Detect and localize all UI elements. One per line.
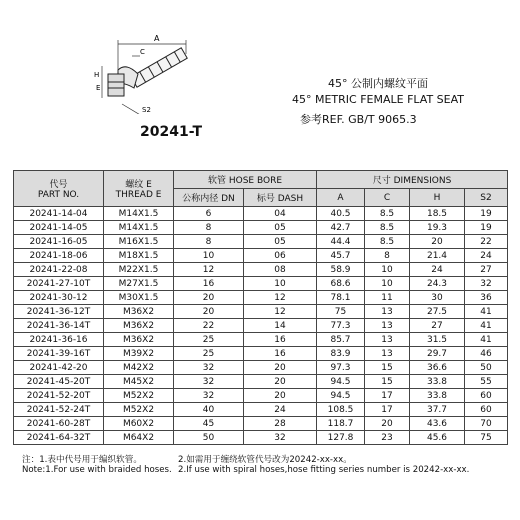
table-cell: 25: [174, 347, 244, 361]
table-row: [14, 249, 508, 263]
table-cell: M45X2: [104, 375, 174, 389]
table-cell: 60: [465, 389, 508, 403]
header-dn: 公称内径 DN: [174, 189, 244, 207]
table-cell: M16X1.5: [104, 235, 174, 249]
table-cell: 40.5: [317, 207, 365, 221]
header-a: A: [317, 189, 365, 207]
table-cell: 12: [174, 263, 244, 277]
table-cell: M27X1.5: [104, 277, 174, 291]
dim-s2-label: S2: [142, 106, 151, 114]
header-hose-bore: 软管 HOSE BORE: [174, 171, 317, 189]
table-cell: 05: [244, 235, 317, 249]
table-cell: 45.6: [410, 431, 465, 445]
table-row: [14, 403, 508, 417]
table-cell: 04: [244, 207, 317, 221]
table-cell: M60X2: [104, 417, 174, 431]
table-cell: M30X1.5: [104, 291, 174, 305]
table-cell: 94.5: [317, 375, 365, 389]
table-cell: 13: [365, 319, 410, 333]
table-cell: 85.7: [317, 333, 365, 347]
table-cell: 68.6: [317, 277, 365, 291]
table-cell: 83.9: [317, 347, 365, 361]
table-cell: 8.5: [365, 221, 410, 235]
table-row: [14, 333, 508, 347]
table-cell: 20241-18-06: [14, 249, 104, 263]
table-cell: 32: [244, 431, 317, 445]
table-cell: 33.8: [410, 389, 465, 403]
table-cell: 25: [174, 333, 244, 347]
table-row: [14, 221, 508, 235]
spec-table: [13, 170, 508, 445]
table-cell: 41: [465, 333, 508, 347]
table-row: [14, 291, 508, 305]
table-row: [14, 305, 508, 319]
table-cell: 20241-22-08: [14, 263, 104, 277]
table-cell: 44.4: [317, 235, 365, 249]
header-part-no: 代号 PART NO.: [14, 171, 104, 207]
table-cell: 10: [365, 263, 410, 277]
table-cell: 20241-45-20T: [14, 375, 104, 389]
table-cell: M36X2: [104, 333, 174, 347]
table-cell: M64X2: [104, 431, 174, 445]
table-cell: 27: [465, 263, 508, 277]
table-cell: 13: [365, 305, 410, 319]
table-row: [14, 319, 508, 333]
table-cell: 20: [410, 235, 465, 249]
header-c: C: [365, 189, 410, 207]
table-cell: 22: [465, 235, 508, 249]
table-cell: 20241-52-24T: [14, 403, 104, 417]
table-cell: 55: [465, 375, 508, 389]
table-cell: 20: [244, 375, 317, 389]
table-row: [14, 277, 508, 291]
note-en-2: 2.If use with spiral hoses,hose fitting series number is 20242-xx-xx.: [178, 465, 470, 475]
table-cell: 20241-16-05: [14, 235, 104, 249]
table-cell: 20: [174, 305, 244, 319]
table-cell: 8: [174, 235, 244, 249]
table-cell: 36.6: [410, 361, 465, 375]
table-cell: 20241-36-16: [14, 333, 104, 347]
fitting-drawing: [82, 22, 200, 114]
table-cell: 11: [365, 291, 410, 305]
table-row: [14, 263, 508, 277]
note-cn-2: 2.如需用于缠绕软管代号改为20242-xx-xx。: [178, 455, 352, 465]
table-cell: 22: [174, 319, 244, 333]
dim-a-label: A: [154, 34, 160, 43]
table-cell: 15: [365, 375, 410, 389]
table-cell: 23: [365, 431, 410, 445]
table-cell: 40: [174, 403, 244, 417]
table-cell: 32: [465, 277, 508, 291]
table-cell: M14X1.5: [104, 207, 174, 221]
table-cell: 97.3: [317, 361, 365, 375]
table-cell: 37.7: [410, 403, 465, 417]
table-cell: 45.7: [317, 249, 365, 263]
table-cell: 20241-42-20: [14, 361, 104, 375]
table-cell: 32: [174, 389, 244, 403]
table-cell: M36X2: [104, 305, 174, 319]
table-cell: 10: [365, 277, 410, 291]
table-cell: 36: [465, 291, 508, 305]
table-cell: 108.5: [317, 403, 365, 417]
header-dimensions: 尺寸 DIMENSIONS: [317, 171, 508, 189]
table-cell: 32: [174, 375, 244, 389]
dim-h-label: H: [94, 71, 100, 79]
dim-e-label: E: [96, 84, 101, 92]
table-cell: 94.5: [317, 389, 365, 403]
table-cell: 06: [244, 249, 317, 263]
table-cell: 42.7: [317, 221, 365, 235]
table-row: [14, 235, 508, 249]
table-cell: 17: [365, 389, 410, 403]
table-cell: 28: [244, 417, 317, 431]
table-cell: M18X1.5: [104, 249, 174, 263]
table-cell: 16: [174, 277, 244, 291]
table-cell: 8: [174, 221, 244, 235]
table-row: [14, 375, 508, 389]
table-cell: M52X2: [104, 389, 174, 403]
table-cell: 43.6: [410, 417, 465, 431]
table-cell: 20241-27-10T: [14, 277, 104, 291]
table-row: [14, 431, 508, 445]
table-cell: 20: [174, 291, 244, 305]
table-cell: 12: [244, 291, 317, 305]
table-cell: 30: [410, 291, 465, 305]
table-cell: 70: [465, 417, 508, 431]
title-cn: 45° 公制内螺纹平面: [328, 77, 428, 90]
table-cell: 20241-39-16T: [14, 347, 104, 361]
table-cell: 20241-60-28T: [14, 417, 104, 431]
table-row: [14, 207, 508, 221]
table-cell: 20241-64-32T: [14, 431, 104, 445]
table-cell: 18.5: [410, 207, 465, 221]
table-cell: M36X2: [104, 319, 174, 333]
table-cell: 12: [244, 305, 317, 319]
note-cn-1: 注：1.表中代号用于编织软管。: [22, 455, 142, 465]
table-cell: 118.7: [317, 417, 365, 431]
table-cell: 15: [365, 361, 410, 375]
table-cell: M14X1.5: [104, 221, 174, 235]
table-cell: 20241-14-04: [14, 207, 104, 221]
table-row: [14, 417, 508, 431]
table-cell: 20: [244, 389, 317, 403]
table-cell: 10: [174, 249, 244, 263]
table-cell: 19: [465, 221, 508, 235]
table-cell: 20241-30-12: [14, 291, 104, 305]
table-row: [14, 389, 508, 403]
table-cell: 75: [317, 305, 365, 319]
table-cell: 6: [174, 207, 244, 221]
table-cell: 20: [365, 417, 410, 431]
table-cell: 05: [244, 221, 317, 235]
table-cell: M39X2: [104, 347, 174, 361]
table-cell: 20: [244, 361, 317, 375]
table-cell: 41: [465, 305, 508, 319]
table-cell: 17: [365, 403, 410, 417]
table-cell: 31.5: [410, 333, 465, 347]
table-cell: 21.4: [410, 249, 465, 263]
table-cell: 8.5: [365, 207, 410, 221]
table-cell: 50: [465, 361, 508, 375]
table-cell: 75: [465, 431, 508, 445]
table-cell: M22X1.5: [104, 263, 174, 277]
table-cell: 27.5: [410, 305, 465, 319]
table-cell: 45: [174, 417, 244, 431]
table-cell: 19.3: [410, 221, 465, 235]
header-s2: S2: [465, 189, 508, 207]
table-cell: 20241-14-05: [14, 221, 104, 235]
table-cell: 78.1: [317, 291, 365, 305]
table-cell: 13: [365, 333, 410, 347]
table-cell: 20241-36-14T: [14, 319, 104, 333]
table-cell: 08: [244, 263, 317, 277]
table-cell: 41: [465, 319, 508, 333]
table-cell: 29.7: [410, 347, 465, 361]
table-row: [14, 347, 508, 361]
table-cell: 24.3: [410, 277, 465, 291]
header-h: H: [410, 189, 465, 207]
header-dash: 标号 DASH: [244, 189, 317, 207]
table-cell: 58.9: [317, 263, 365, 277]
table-cell: 10: [244, 277, 317, 291]
table-cell: 14: [244, 319, 317, 333]
table-cell: 24: [465, 249, 508, 263]
table-cell: 20241-36-12T: [14, 305, 104, 319]
table-cell: 33.8: [410, 375, 465, 389]
table-cell: 32: [174, 361, 244, 375]
table-row: [14, 361, 508, 375]
dim-c-label: C: [140, 48, 145, 56]
table-cell: 46: [465, 347, 508, 361]
title-ref: 参考REF. GB/T 9065.3: [300, 113, 417, 126]
product-code: 20241-T: [140, 124, 203, 140]
table-cell: 50: [174, 431, 244, 445]
table-cell: 8.5: [365, 235, 410, 249]
table-cell: 13: [365, 347, 410, 361]
note-en-1: Note:1.For use with braided hoses.: [22, 465, 172, 475]
table-cell: 16: [244, 333, 317, 347]
table-cell: 16: [244, 347, 317, 361]
table-cell: M52X2: [104, 403, 174, 417]
table-cell: 60: [465, 403, 508, 417]
title-en: 45° METRIC FEMALE FLAT SEAT: [292, 93, 465, 106]
table-cell: 8: [365, 249, 410, 263]
table-cell: 127.8: [317, 431, 365, 445]
table-cell: 20241-52-20T: [14, 389, 104, 403]
table-cell: 77.3: [317, 319, 365, 333]
table-cell: 27: [410, 319, 465, 333]
header-thread: 螺纹 E THREAD E: [104, 171, 174, 207]
table-cell: 24: [410, 263, 465, 277]
table-cell: M42X2: [104, 361, 174, 375]
table-cell: 24: [244, 403, 317, 417]
table-cell: 19: [465, 207, 508, 221]
